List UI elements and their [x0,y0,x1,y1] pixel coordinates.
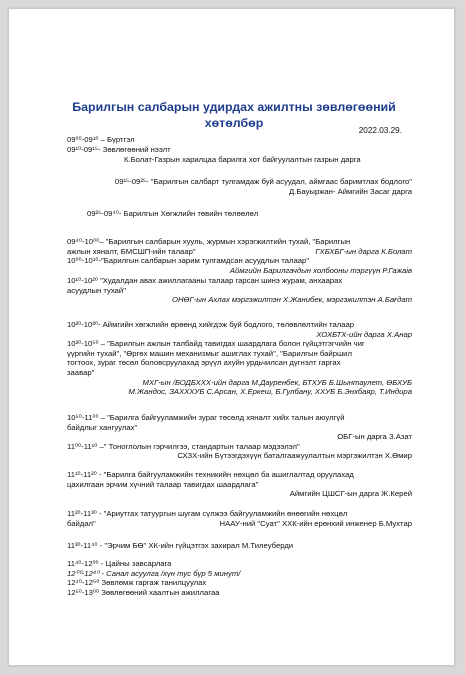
agenda-line: 10⁰⁰-10¹⁰-"Барилгын салбарын зарим тулгамдсан асуудлын талаар" [67,256,310,266]
agenda-line: цахилгаан эрчим хүчний талаар тавигдах шаардлага" [67,479,259,489]
agenda-item-development-center [87,209,432,219]
agenda-line: байдлыг хангуулах" [67,422,138,432]
agenda-speaker: СХЗХ-ийн Бүтээгдэхүүн баталгаажуулалтын мэргэжилтэн Х.Өмир [177,451,412,461]
agenda-line: 12⁰⁰-12⁴⁰ - Санал асуулга /хүн тус бүр 5 минут/ [67,568,241,578]
agenda-line: 10²⁰-10³⁰- Аймгийн хөгжлийн өрөөнд хийгдэж буй бодлого, төлөвлөлтийн талаар [67,320,355,329]
agenda-line: 11¹⁰-11²⁰ - "Барилга байгууламжийн техникийн нөхцөл ба ашиглалтад оруулахад [67,470,354,479]
agenda-line: асуудлын тухай" [67,285,126,295]
agenda-speaker: ОБГ-ын дарга З.Азат [337,432,412,442]
agenda-item-procurement [67,276,412,305]
agenda-line: тогтоох, зураг төсөл боловсруулахад эрүүл ахуйн урдьчилсан дүгнэлт гаргах [67,358,341,368]
agenda-item-electric [67,470,412,499]
agenda-line: 09⁴⁰-10⁰⁰– "Барилгын салбарын хууль, журмын хэрэгжилтийн тухай, "Барилгын [67,237,351,246]
agenda-speaker: М.Жандос, ЗАХХХУБ С.Арсан, Х.Еркеш, Б.Гулбану, ХХУБ Б.Энхбаяр, Т.Индира [128,387,412,397]
agenda-item-safety [67,413,412,461]
agenda-item-sewerage [67,509,412,528]
agenda-speaker: ХОХБТХ-ийн дарга Х.Анар [316,329,412,339]
agenda-line: 12⁵⁰-13⁰⁰ Зөвлөгөөний хаалтын ажиллагаа [67,587,220,597]
agenda-line: 12⁴⁰-12⁵⁰ Зөвлөмж гаргаж танилцуулах [67,578,207,588]
agenda-line: 11⁴⁰-12⁰⁰ - Цайны завсарлага [67,559,172,568]
agenda-speaker: Аймгийн ЦШСГ-ын дарга Ж.Керей [289,489,412,499]
agenda-line: үүргийн тухай", "Өргөх машин механизмыг ашиглах тухай", "Барилгын байршил [67,348,352,358]
agenda-speaker: Аймгийн Барилгачдын холбооны тэргүүн Р.Гажаiв [229,265,412,275]
agenda-item-planning [67,320,412,397]
agenda-speaker: ОНӨГ-ын Ахлах мэргэжилтэн Х.Жанибек, мэргэжилтэн А.Бағдат [172,295,412,305]
agenda-line: 11²⁰-11³⁰ - "Ариутгах татуургын шугам сүлжээ байгууламжийн өнөөгийн нөхцөл [67,509,348,518]
agenda-item-registration [67,135,412,145]
agenda-item-sector-issues [67,177,412,196]
agenda-item-erchim [67,541,412,551]
agenda-line: 10¹⁰-10²⁰ "Худалдан авах ажиллагааны талаар гарсан шинэ журам, анхаарах [67,276,343,285]
agenda-speaker: К.Болат-Газрын харилцаа барилга хот байгуулалтын газрын дарга [124,154,361,164]
agenda-line: байдал" [67,518,96,528]
document-page [8,8,455,666]
agenda-speaker: Д.Бауыржан- Аймгийн Засаг дарга [289,186,412,196]
agenda-line: 10⁵⁰-11⁰⁰ – "Барилга байгууламжийн зураг төсөлд хяналт хийх талын аюулгүй [67,413,345,422]
agenda-item-closing [67,559,412,597]
agenda-line: 10³⁰-10⁵⁰ – "Барилгын ажлын талбайд тавигдах шаардлага болон гүйцэтгэгчийн чиг [67,339,365,349]
document-title: Барилгын салбарын удирдах ажилтны зөвлөгөөний хөтөлбөр [72,100,396,130]
agenda-speaker: МХГ-ын /БОДБХХХ-ийн дарга М.Дауренбек, БТХУБ Б.Шынтаулет, ӨБХУБ [142,377,412,387]
agenda-speaker: НААУ-ний "Суат" ХХК-ийн ерөнхий инженер Б.Мухтар [219,518,412,528]
agenda-line: 11³⁰-11⁴⁰ - "Эрчим БӨ" ХК-ийн гүйцэтгэх захирал М.Тилеуберди [67,541,294,550]
agenda-item-opening [67,145,412,164]
agenda-line: 09¹⁵-09²⁵- "Барилгын салбарт тулгамдаж буй асуудал, аймгаас баримтлах бодлого" [114,177,412,186]
agenda-line: ажлын хяналт, БМСШП-ийн талаар" [67,246,196,256]
agenda-line: 09⁰⁰-09¹⁰ – Бүртгэл [67,135,135,144]
agenda-speaker: ГХБХБГ-ын дарга К.Болат [315,246,412,256]
agenda-line: 09¹⁰-09¹⁵- Зөвлөгөөний нээлт [67,145,171,154]
agenda-item-laws [67,237,412,275]
agenda-line: 11⁰⁰-11¹⁰ –" Тоноглолын гэрчилгээ, стандартын талаар мэдээлэл" [67,441,300,451]
agenda-line: заавар" [67,367,95,377]
agenda-line: 09²⁵-09⁴⁰- Барилгын Хөгжлийн төвийн төлөөлөл [87,209,259,218]
document-date: 2022.03.29. [358,126,402,135]
